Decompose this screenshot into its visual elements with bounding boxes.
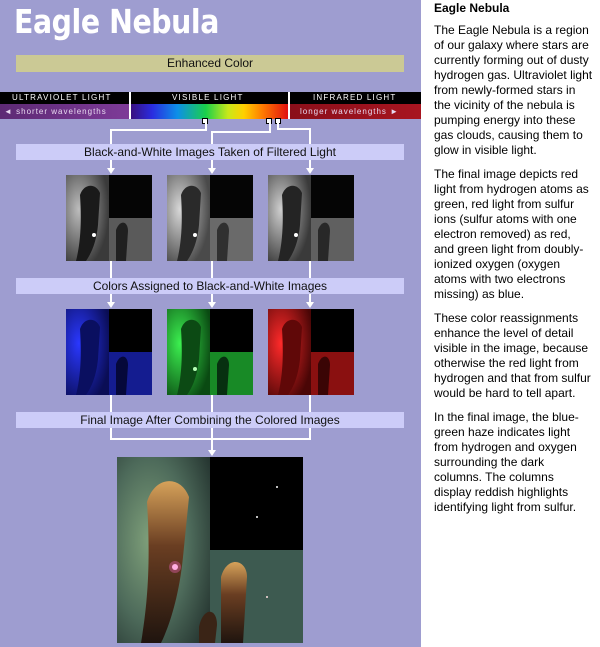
paragraph-color-mapping: The final image depicts red light from hydrogen atoms as green, red light from sulfur ions (sulfur atoms with one electron removed) as red, and green light from doubly-ionized oxygen (oxygen atoms with two electrons missing) as blue. xyxy=(434,167,589,301)
spectrum-bar xyxy=(0,92,421,122)
final-color-image xyxy=(117,457,303,643)
uv-label: ULTRAVIOLET LIGHT xyxy=(12,93,112,102)
shorter-wavelengths-label: ◄ shorter wavelengths xyxy=(4,107,107,116)
grayscale-image-oxygen xyxy=(66,175,152,261)
visible-label: VISIBLE LIGHT xyxy=(172,93,244,102)
description-sidebar xyxy=(434,0,594,515)
paragraph-final-image: In the final image, the blue-green haze indicates light from hydrogen and oxygen surrounding the dark columns. The columns display reddish highlights identifying light from sulfur. xyxy=(434,410,579,514)
visible-band xyxy=(130,104,288,119)
sidebar-heading: Eagle Nebula xyxy=(434,1,510,15)
green-image xyxy=(167,309,253,395)
red-image xyxy=(268,309,354,395)
paragraph-intro: The Eagle Nebula is a region of our galaxy where stars are currently forming out of dusty hydrogen gas. Ultraviolet light from newly-formed stars in the vicinity of the nebula is pumping energy into these gas clouds, causing them to glow in visible light. xyxy=(434,23,593,157)
stage3-label: Final Image After Combining the Colored Images xyxy=(16,412,404,428)
longer-wavelengths-label: longer wavelengths ► xyxy=(300,107,400,116)
stage1-label: Black-and-White Images Taken of Filtered Light xyxy=(16,144,404,160)
stage2-label: Colors Assigned to Black-and-White Images xyxy=(16,278,404,294)
grayscale-image-sulfur xyxy=(268,175,354,261)
enhanced-color-label: Enhanced Color xyxy=(16,55,404,72)
paragraph-detail: These color reassignments enhance the level of detail visible in the image, because otherwise the red light from hydrogen and that from sulfur would be hard to tell apart. xyxy=(434,311,591,400)
blue-image xyxy=(66,309,152,395)
grayscale-image-hydrogen xyxy=(167,175,253,261)
diagram-title: Eagle Nebula xyxy=(14,2,219,41)
ir-label: INFRARED LIGHT xyxy=(313,93,397,102)
